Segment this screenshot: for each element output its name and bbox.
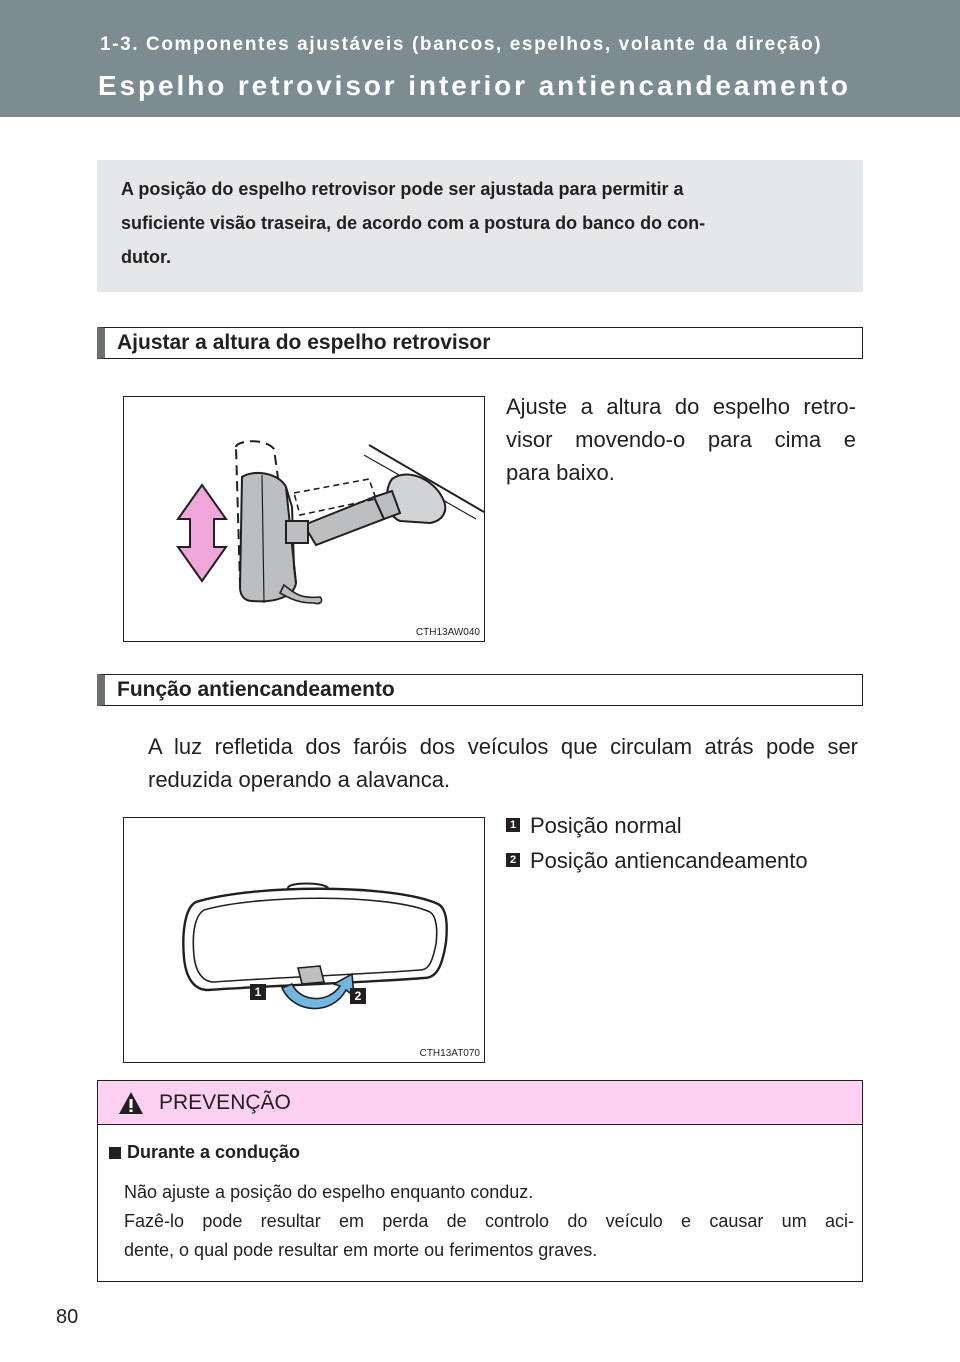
figure-mirror-antiglare [123, 817, 485, 1063]
legend-item-2: 2 Posição antiencandeamento [506, 848, 808, 874]
figure-mirror-height [123, 396, 485, 642]
bullet-square-icon [109, 1147, 121, 1159]
warning-box [97, 1080, 863, 1282]
warning-text: Não ajuste a posição do espelho enquanto conduz. Fazê-lo pode resultar em perda de controlo do veículo e causar um aci- dente, o qual pode resultar em morte ou ferimentos graves. [124, 1182, 854, 1260]
callout-1: 1 [254, 985, 262, 999]
warning-label: PREVENÇÃO [159, 1091, 291, 1114]
page-title: Espelho retrovisor interior antiencandeamento [98, 70, 851, 101]
callout-2: 2 [354, 989, 362, 1003]
height-description: Ajuste a altura do espelho retro- visor movendo-o para cima e para baixo. [506, 394, 856, 485]
warning-icon [118, 1091, 144, 1115]
antiglare-description: A luz refletida dos faróis dos veículos que circulam atrás pode ser reduzida operando a alavanca. [148, 734, 858, 792]
mirror-antiglare-illustration [124, 818, 485, 1063]
legend-item-1: 1 Posição normal [506, 813, 682, 839]
section-heading-antiglare: Função antiencandeamento [97, 674, 863, 706]
mirror-height-illustration [124, 397, 485, 642]
page-header [0, 0, 960, 117]
page-number: 80 [56, 1306, 79, 1328]
intro-box [97, 160, 863, 292]
warning-title: Durante a condução [127, 1142, 301, 1162]
figure-code: CTH13AW040 [415, 627, 480, 638]
section-heading-height: Ajustar a altura do espelho retrovisor [97, 327, 863, 359]
chapter-title: 1-3. Componentes ajustáveis (bancos, espelhos, volante da direção) [100, 34, 823, 55]
figure-code: CTH13AT070 [419, 1048, 480, 1059]
warning-header [98, 1081, 862, 1125]
intro-text: A posição do espelho retrovisor pode ser ajustada para permitir a suficiente visão traseira, de acordo com a postura do banco do con- dutor. [121, 179, 706, 267]
